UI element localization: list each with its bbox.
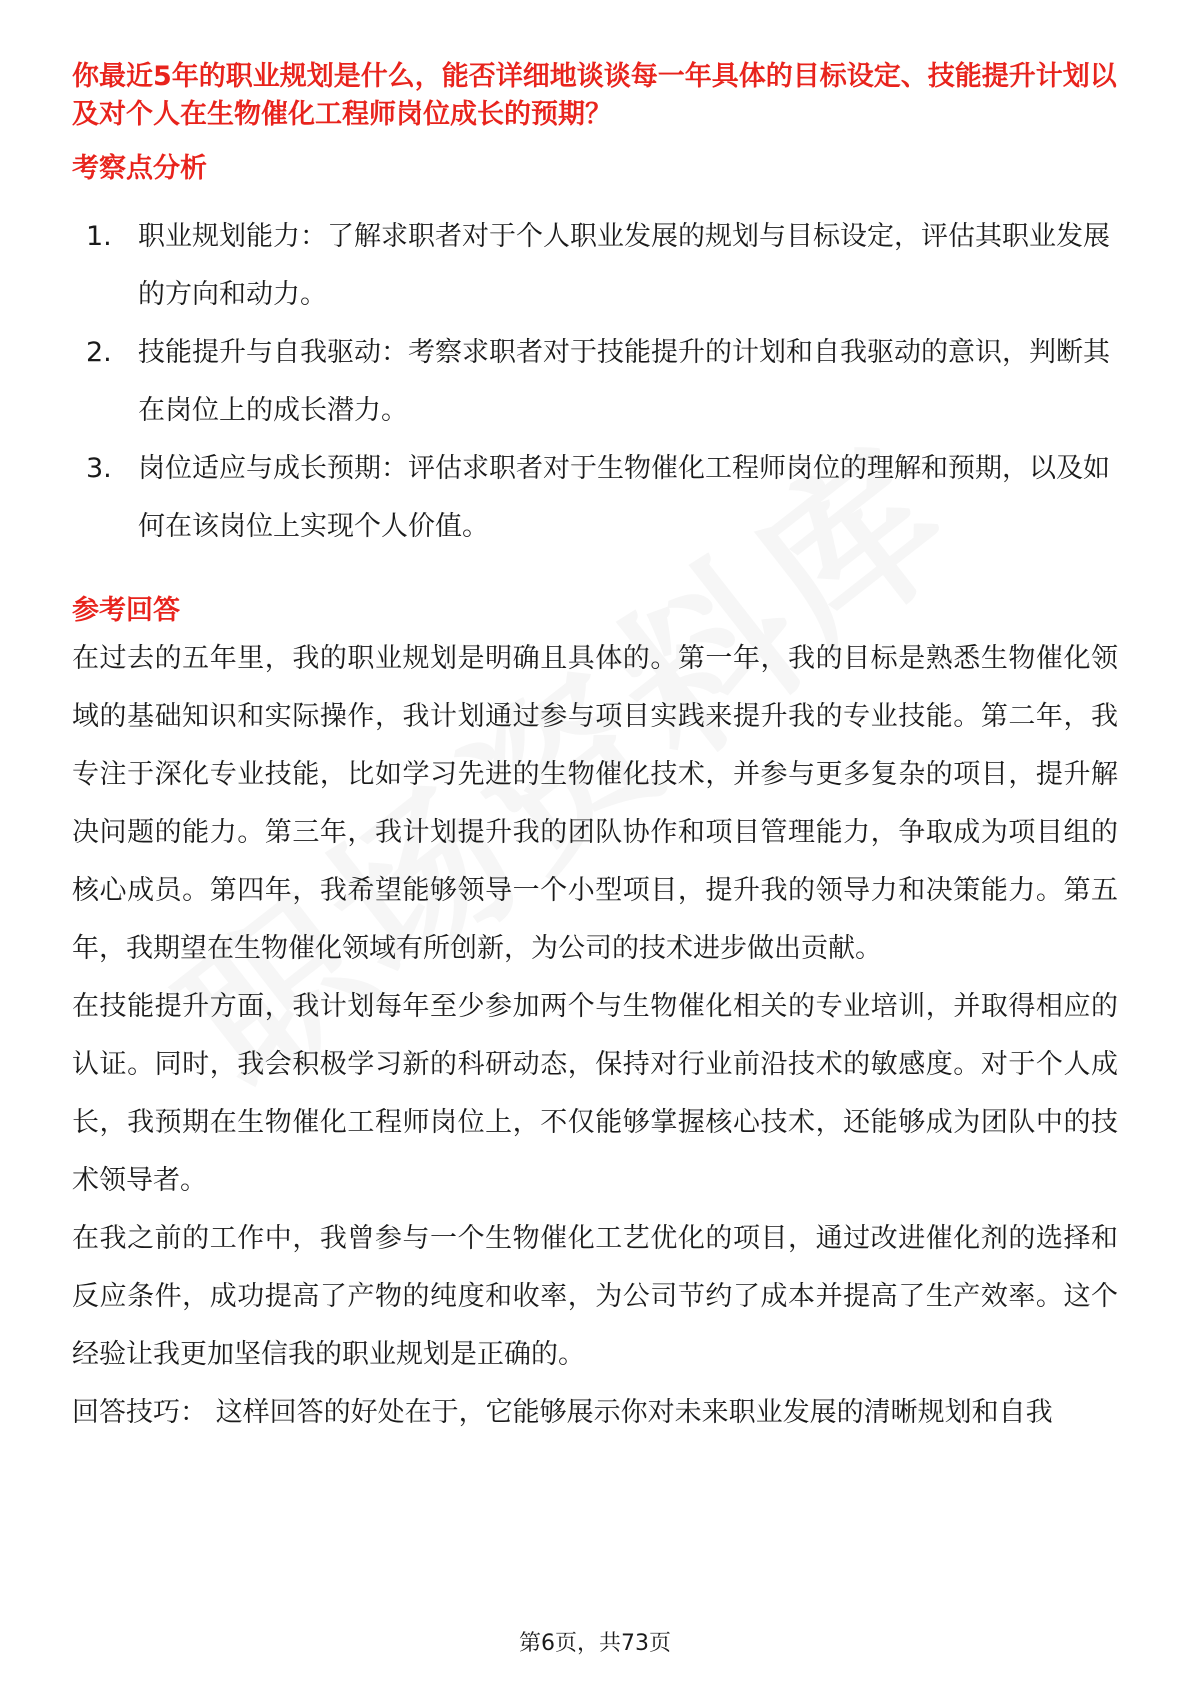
page-number: 第6页，共73页 (519, 1631, 671, 1656)
analysis-title: 考察点分析 (72, 153, 207, 184)
list-item (72, 208, 1118, 324)
list-item (72, 440, 1118, 556)
question-heading: 你最近5年的职业规划是什么，能否详细地谈谈每一年具体的目标设定、技能提升计划以及对个人在生物催化工程师岗位成长的预期？ (72, 61, 1117, 130)
list-item-text: 技能提升与自我驱动：考察求职者对于技能提升的计划和自我驱动的意识，判断其在岗位上的成长潜力。 (138, 337, 1110, 426)
list-item-number: 1. (86, 221, 112, 252)
tip-label: 回答技巧： (72, 1397, 207, 1428)
answer-tip (72, 1384, 1118, 1442)
analysis-list (72, 208, 1118, 556)
list-item-text: 职业规划能力：了解求职者对于个人职业发展的规划与目标设定，评估其职业发展的方向和动力。 (138, 221, 1110, 310)
answer-paragraph: 在技能提升方面，我计划每年至少参加两个与生物催化相关的专业培训，并取得相应的认证。同时，我会积极学习新的科研动态，保持对行业前沿技术的敏感度。对于个人成长，我预期在生物催化工程师岗位上，不仅能够掌握核心技术，还能够成为团队中的技术领导者。 (72, 991, 1118, 1196)
list-item-number: 2. (86, 337, 112, 368)
answer-paragraph: 在我之前的工作中，我曾参与一个生物催化工艺优化的项目，通过改进催化剂的选择和反应条件，成功提高了产物的纯度和收率，为公司节约了成本并提高了生产效率。这个经验让我更加坚信我的职业规划是正确的。 (72, 1223, 1118, 1370)
document-page (72, 58, 1118, 1442)
answer-paragraph: 在过去的五年里，我的职业规划是明确且具体的。第一年，我的目标是熟悉生物催化领域的基础知识和实际操作，我计划通过参与项目实践来提升我的专业技能。第二年，我专注于深化专业技能，比如学习先进的生物催化技术，并参与更多复杂的项目，提升解决问题的能力。第三年，我计划提升我的团队协作和项目管理能力，争取成为项目组的核心成员。第四年，我希望能够领导一个小型项目，提升我的领导力和决策能力。第五年，我期望在生物催化领域有所创新，为公司的技术进步做出贡献。 (72, 643, 1118, 964)
tip-text: 这样回答的好处在于，它能够展示你对未来职业发展的清晰规划和自我 (215, 1397, 1053, 1428)
list-item-text: 岗位适应与成长预期：评估求职者对于生物催化工程师岗位的理解和预期，以及如何在该岗位上实现个人价值。 (138, 453, 1110, 542)
answer-title: 参考回答 (72, 595, 180, 626)
list-item (72, 324, 1118, 440)
list-item-number: 3. (86, 453, 112, 484)
